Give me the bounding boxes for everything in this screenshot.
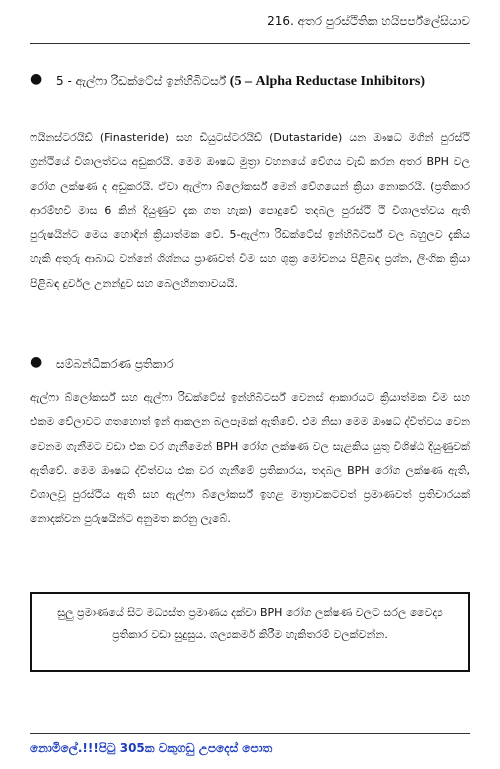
chapter-title: අතර පුරස්ථිතික හයිපර්ප්ලේසියාව: [297, 14, 470, 28]
page-number: 216.: [267, 14, 294, 28]
paragraph-combination: ඇල්ෆා බ්ලෝකර්ස් සහ ඇල්ෆා රිඩක්ටේස් ඉන්හිබිටර්ස් වෙනස් ආකාරයට ක්‍රියාත්මක වීම සහ එකම වේලාවට ගතහොත් ඉන් ආකලන බලපෑමක් ඇතිවේ. එම නිසා මෙම ඖෂධ ද්විත්වය වෙන වෙනම ගැනීමට වඩා එක වර ගැනීමෙන් BPH රෝග ලක්ෂණ වල සැළකිය යුතු විශිෂ්ඨ දියුණුවක් ඇතිවේ. මෙම ඖෂධ ද්විත්වය එක වර ගැනීමේ ප්‍රතිකාරය, තදබල BPH රෝග ලක්ෂණ ඇති, විශාලවූ පුරස්ථිය ඇති සහ ඇල්ෆා බ්ලෝකර්ස් ඉහළ මාත්‍රාවකටවත් ප්‍රමාණවත් ප්‍රතිචාරයක් නොදක්වන පුරුෂයින්ට අනුමත කරනු ලැබේ.: [30, 391, 470, 526]
footer-divider: [30, 733, 470, 734]
note-text: සුලු ප්‍රමාණයේ සිට මධ්‍යස්ත ප්‍රමාණය දක්වා BPH රෝග ලක්ෂණ වලට සරල වෛද්‍ය ප්‍රතිකාර වඩා සුදුසුය. ශල්‍යකර්ම කිරීම හැකිතරම් වලක්වන්න.: [57, 606, 443, 641]
page-header: [30, 10, 470, 34]
paragraph-5-alpha: ෆයිනස්ටරයිඩ් (Finasteride) සහ ඩියුටස්ටරයිඩ් (Dutastaride) යන ඖෂධ මගින් පුරස්ථි ග්‍රන්ථියේ විශාලත්වය අඩුකරයි. මෙම ඖෂධ මුත්‍රා වහනයේ වේගය වැඩි කරන අතර BPH වල රෝග ලක්ෂණ ද අඩුකරයි. ඒවා ඇල්ෆා බ්ලෝකර්ස් මෙන් වේගයෙන් ක්‍රියා නොකරයි. (ප්‍රතිකාර ආරම්භවී මාස 6 කින් දියුණුව දැක ගත හැක) පොදුවේ තදබල පුරස්ථි ථි විශාලත්වය ඇති පුරුෂයින්ට මෙය හොඳින් ක්‍රියාත්මක වේ. 5-ඇල්ෆා රිඩක්ටේස් ඉන්හිබිටර්ස් වල බහුලව දැකිය හැකි අතුරු ආබාධ වන්නේ ශිශ්නය ප්‍රාණවත් වීම සහ ශුක්‍ර මෝචනය පිළිබඳ ප්‍රශ්න, ලිංගික ක්‍රියා පිළිබඳ දුර්වල උනන්දුව සහ බෙලහීනතාවයයි.: [30, 131, 470, 290]
bullet-icon: ●: [30, 354, 43, 370]
heading-english: (5 – Alpha Reductase Inhibitors): [229, 74, 426, 89]
bullet-icon: ●: [30, 71, 43, 87]
heading-sinhala: 5 - ඇල්ෆා රිඩක්ටේස් ඉන්හිබිටර්ස්: [56, 74, 226, 88]
header-divider: [30, 43, 470, 44]
heading-combination-therapy: සම්බන්ධීකරණ ප්‍රතිකාර: [56, 357, 174, 371]
section-heading-combination: [30, 353, 470, 375]
note-box: [30, 592, 470, 672]
footer-text: නොමිලේ.!!!පිටු 305ක වකුගඩු උපදෙස් පොත: [30, 741, 273, 755]
section-heading-5-alpha: [30, 70, 470, 93]
